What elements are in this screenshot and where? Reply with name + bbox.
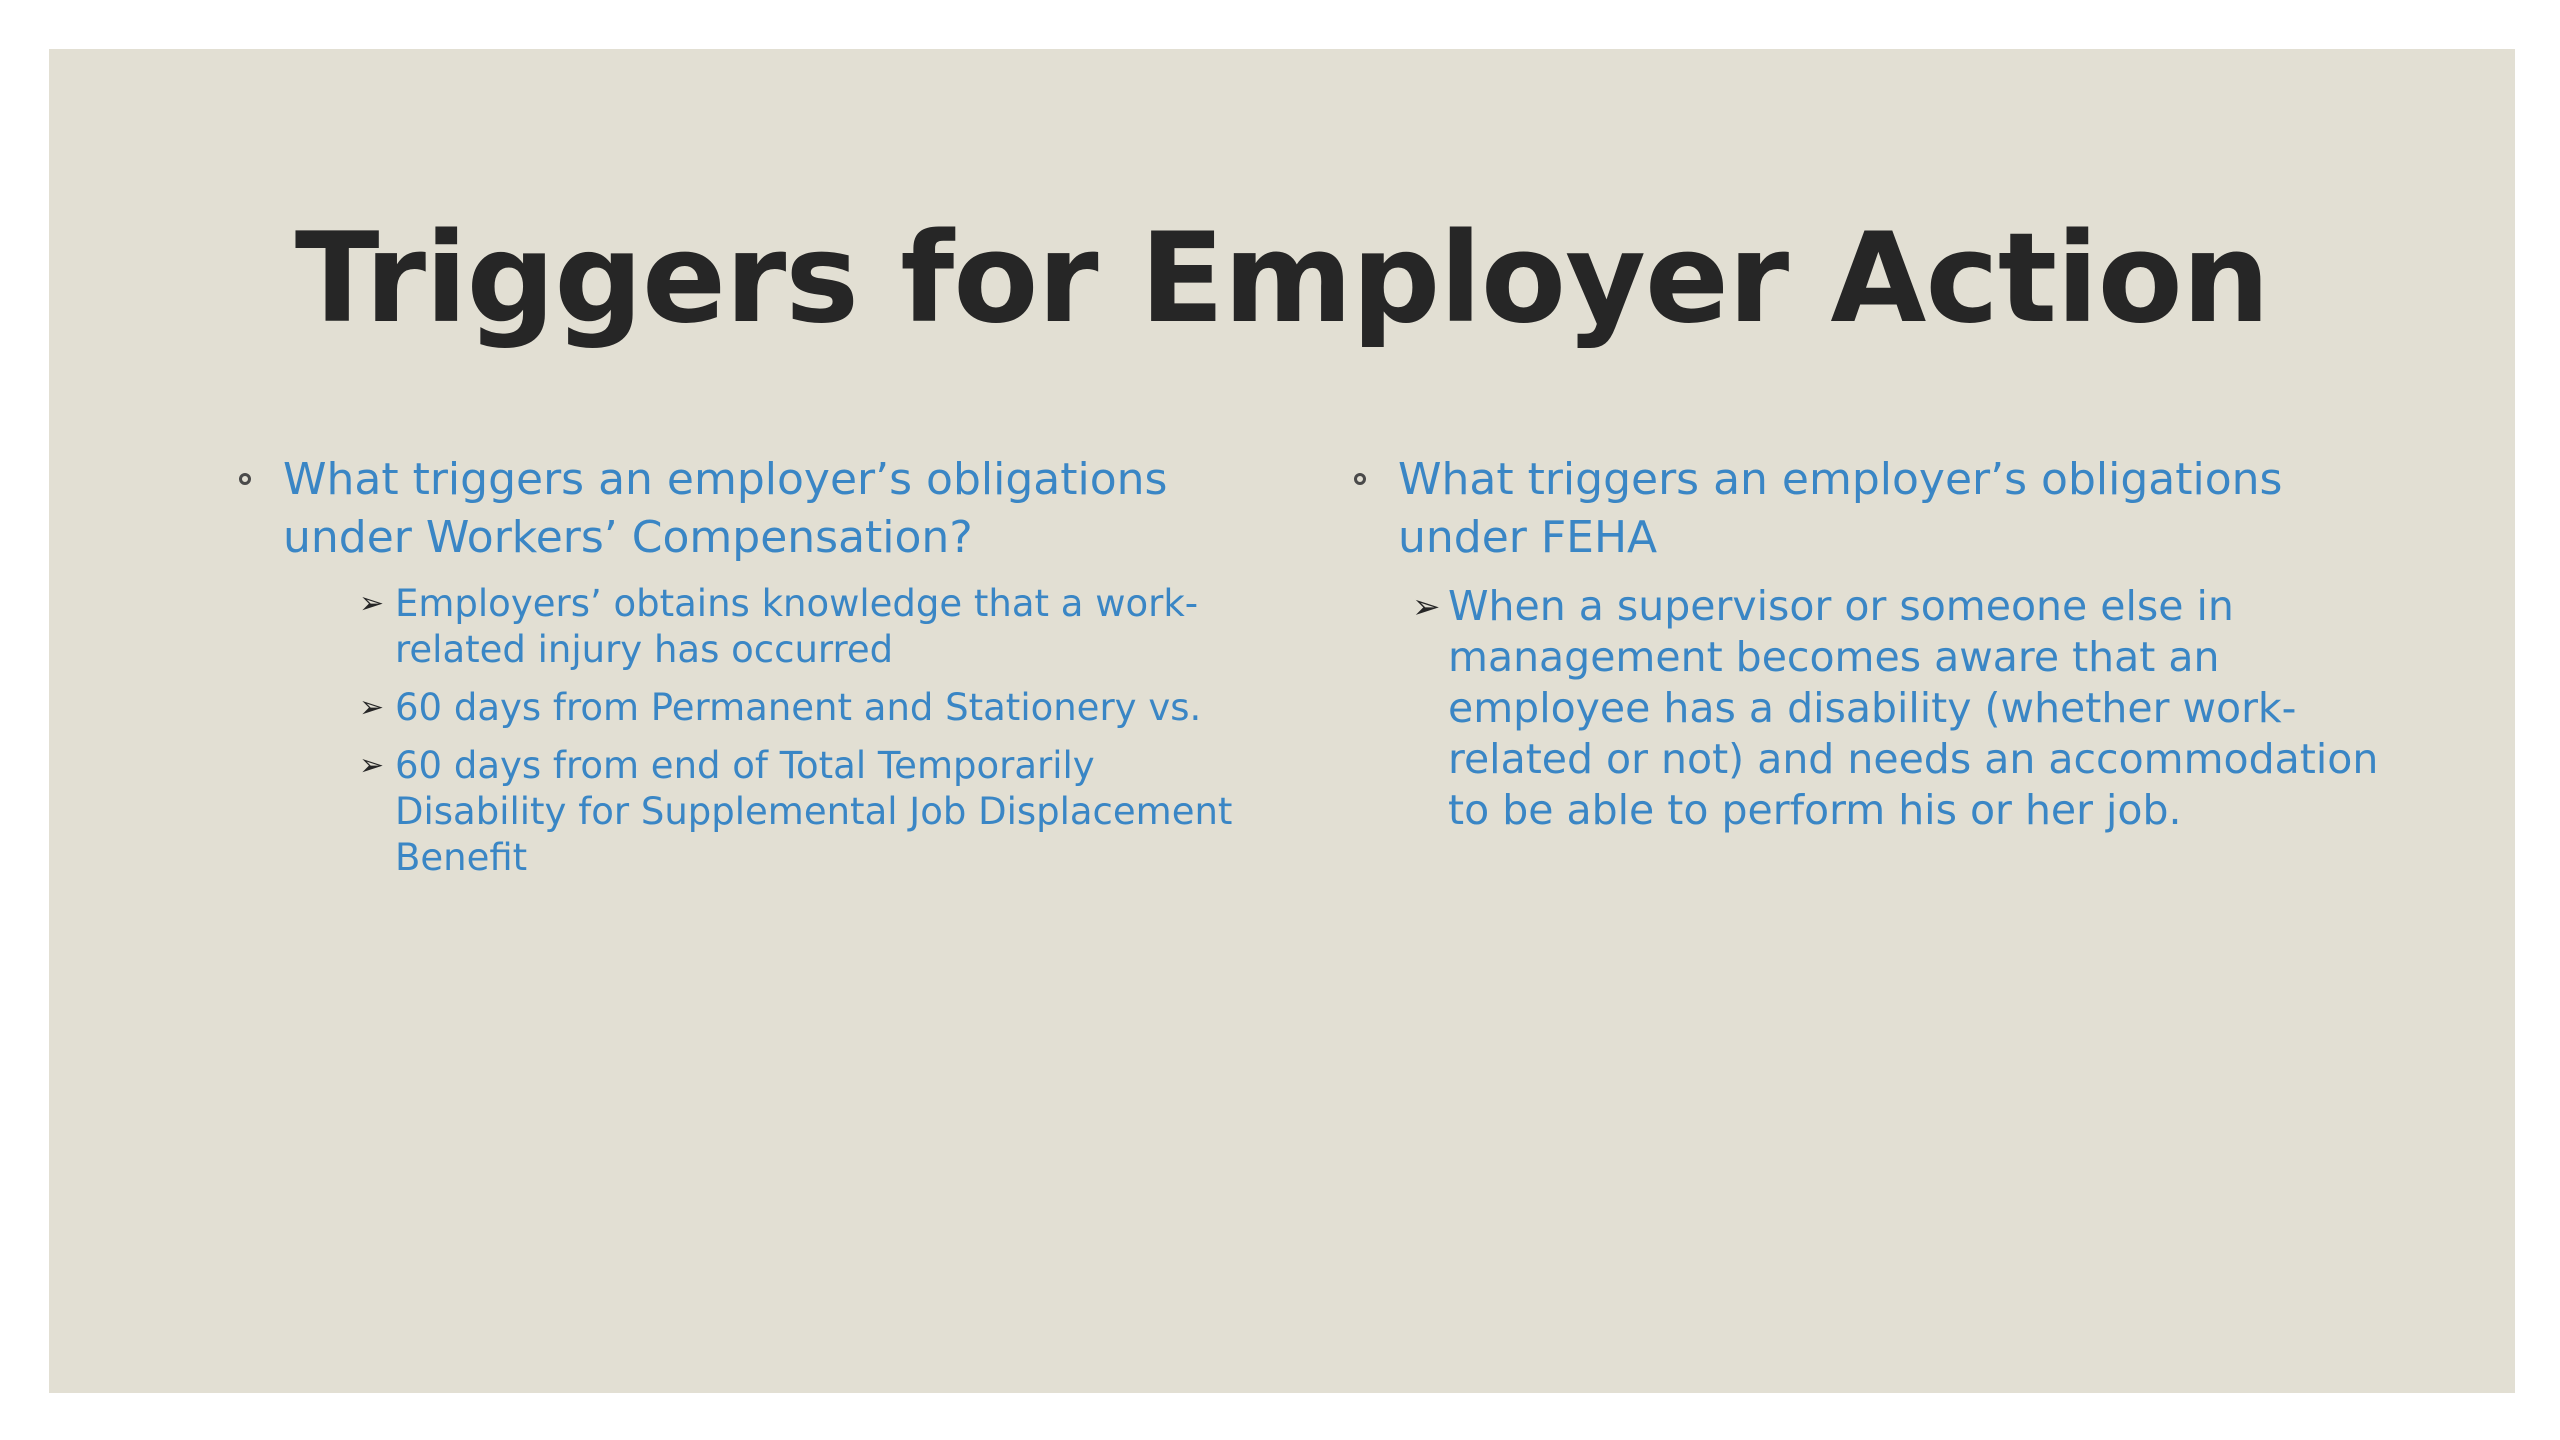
left-column	[239, 451, 1259, 893]
circle-bullet-icon	[1354, 473, 1366, 485]
right-column-heading: What triggers an employer’s obligations under FEHA	[1398, 454, 2283, 563]
list-item-text: 60 days from end of Total Temporarily Disability for Supplemental Job Displacement Benefit	[395, 744, 1233, 879]
arrowhead-bullet-icon: ➢	[359, 586, 385, 621]
circle-bullet-icon	[239, 473, 251, 485]
list-item-text: 60 days from Permanent and Stationery vs.	[395, 686, 1202, 729]
right-column	[1354, 451, 2404, 836]
arrowhead-bullet-icon: ➢	[1412, 587, 1441, 627]
slide	[49, 49, 2515, 1393]
right-main-bullet-item	[1354, 451, 2404, 567]
right-sub-list	[1354, 581, 2404, 836]
list-item	[359, 685, 1259, 731]
slide-title: Triggers for Employer Action	[294, 207, 2270, 351]
arrowhead-bullet-icon: ➢	[359, 748, 385, 783]
list-item	[1412, 581, 2404, 836]
list-item	[359, 743, 1259, 881]
arrowhead-bullet-icon: ➢	[359, 690, 385, 725]
list-item	[359, 581, 1259, 673]
list-item-text: Employers’ obtains knowledge that a work-related injury has occurred	[395, 582, 1199, 671]
list-item-text: When a supervisor or someone else in management becomes aware that an employee has a disability (whether work-related or not) and needs an accommodation to be able to perform his or her job.	[1448, 582, 2379, 834]
left-sub-list	[239, 581, 1259, 881]
left-column-heading: What triggers an employer’s obligations under Workers’ Compensation?	[283, 454, 1168, 563]
left-main-bullet-item	[239, 451, 1259, 567]
